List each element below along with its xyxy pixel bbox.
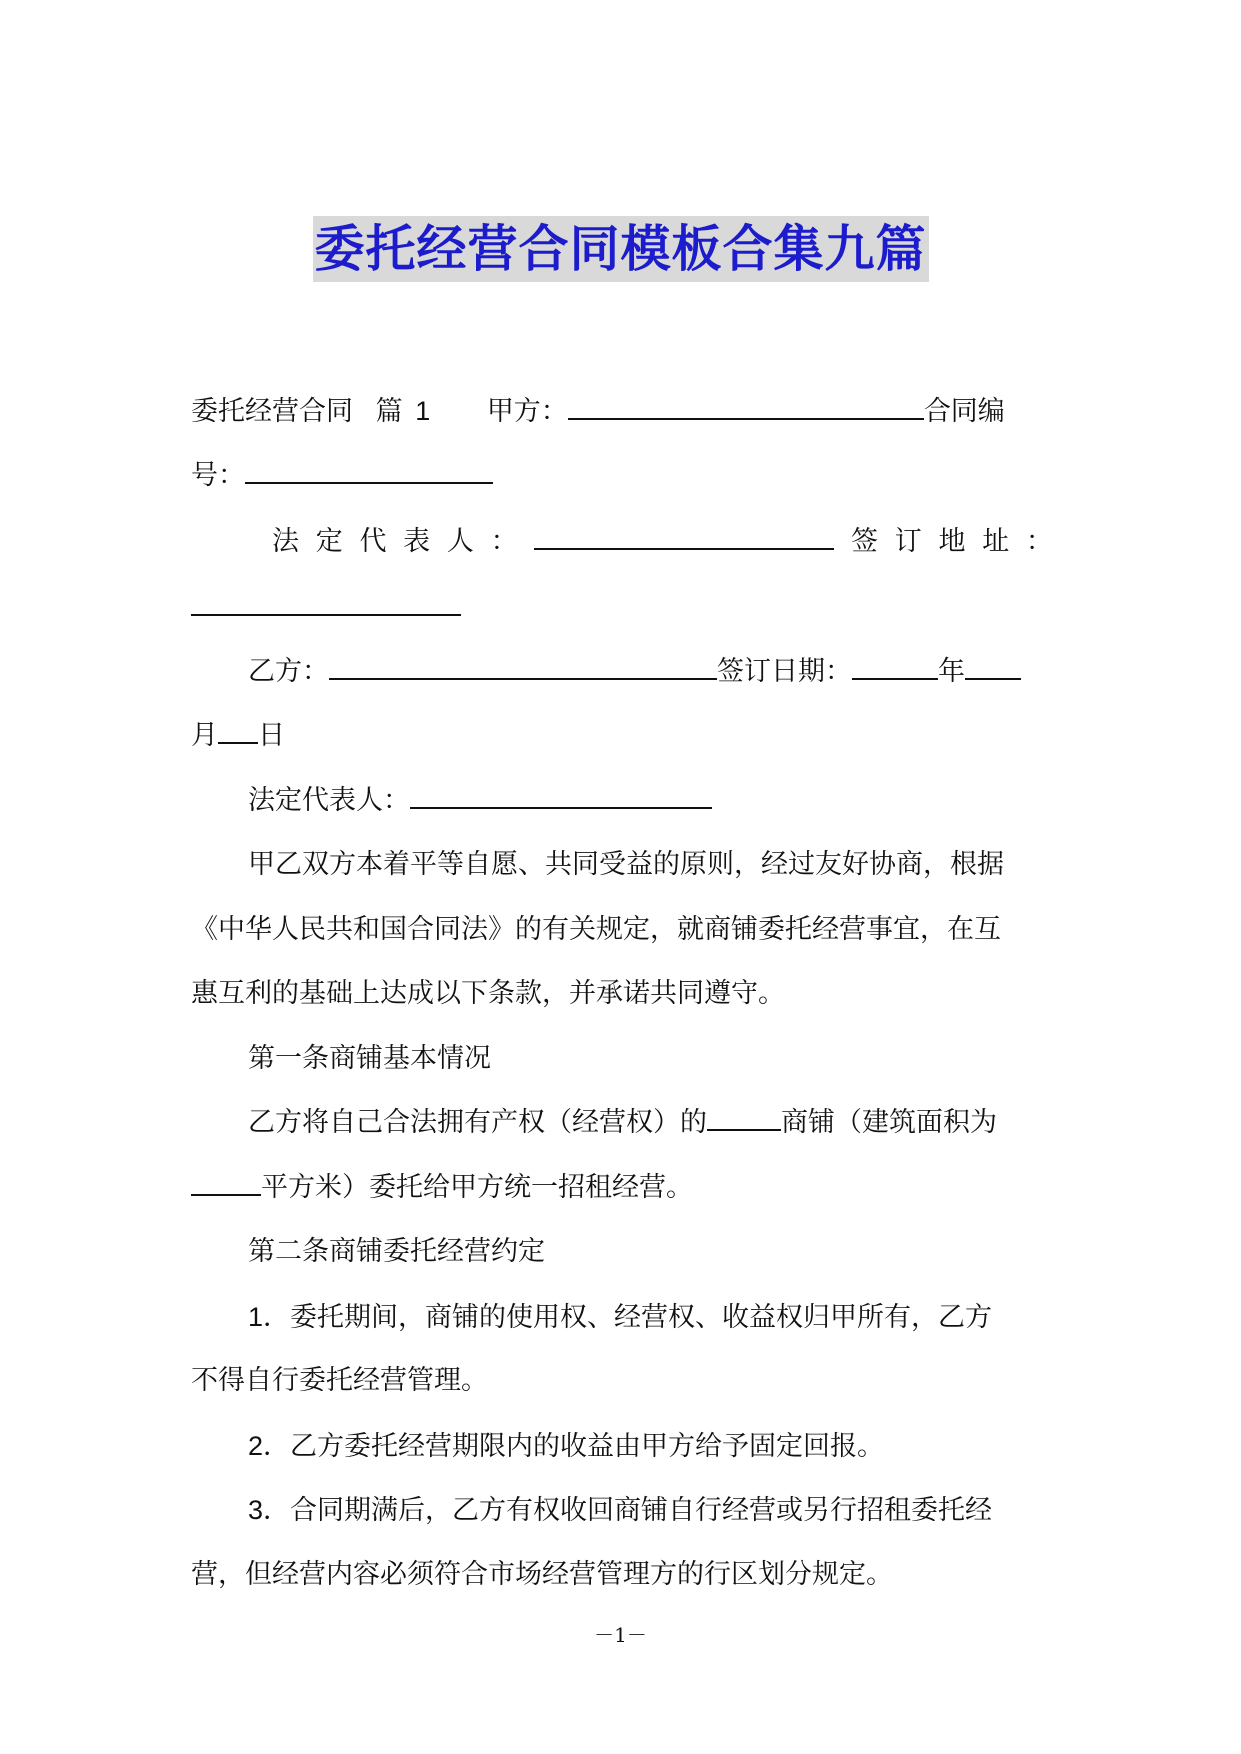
month-blank[interactable] [965, 652, 1021, 680]
clause-1 [248, 1297, 1053, 1338]
article-1-text [248, 1103, 1053, 1143]
clause-3-cont: 营，但经营内容必须符合市场经营管理方的行区划分规定。 [191, 1559, 893, 1590]
header-line-3 [272, 522, 1053, 562]
header-line-2 [191, 456, 1053, 496]
clause-text: 乙方委托经营期限内的收益由甲方给予固定回报。 [290, 1431, 885, 1462]
clause-1-cont: 不得自行委托经营管理。 [191, 1365, 488, 1396]
legal-rep-b-label: 法定代表人： [248, 785, 410, 816]
article-1-heading: 第一条商铺基本情况 [248, 1043, 491, 1074]
page-number: －1－ [594, 1623, 647, 1647]
document-title: 委托经营合同模板合集九篇 [313, 216, 929, 282]
article-2-heading: 第二条商铺委托经营约定 [248, 1236, 545, 1267]
header-line-5 [248, 652, 1053, 692]
header-line-4 [191, 588, 1053, 628]
legal-rep-char: 法 [272, 526, 299, 557]
sign-place-char: 签 [851, 526, 879, 557]
article-1-text-part: 平方米）委托给甲方统一招租经营。 [261, 1172, 693, 1203]
clause-number: 3． [248, 1495, 291, 1525]
article-1-text-part: 商铺（建筑面积为 [781, 1107, 997, 1138]
legal-rep-b-blank[interactable] [410, 781, 712, 809]
year-label: 年 [938, 656, 965, 687]
day-blank[interactable] [218, 716, 258, 744]
clause-text: 合同期满后，乙方有权收回商铺自行经营或另行招租委托经 [290, 1495, 993, 1526]
sign-place-char: 址 [982, 526, 1010, 557]
sign-place-char: 地 [938, 526, 966, 557]
shop-blank[interactable] [707, 1103, 781, 1131]
header-line-7 [248, 781, 1053, 821]
contract-no-blank[interactable] [245, 456, 493, 484]
article-1-text-part: 乙方将自己合法拥有产权（经营权）的 [248, 1107, 707, 1138]
section-number: 1 [415, 396, 431, 426]
party-a-blank[interactable] [568, 392, 924, 420]
day-label: 日 [258, 720, 285, 751]
legal-rep-a-blank[interactable] [534, 522, 834, 550]
preamble-line: 《中华人民共和国合同法》的有关规定，就商铺委托经营事宜，在互 [191, 914, 1001, 945]
contract-no-label-part2: 号： [191, 460, 245, 491]
preamble-line: 甲乙双方本着平等自愿、共同受益的原则，经过友好协商，根据 [248, 849, 1004, 880]
sign-place-blank[interactable] [191, 588, 461, 616]
clause-3 [248, 1490, 1053, 1531]
legal-rep-char: 人 [446, 526, 474, 557]
clause-number: 2． [248, 1431, 291, 1461]
clause-number: 1． [248, 1302, 291, 1332]
article-1-text [191, 1168, 1053, 1208]
clause-text: 委托期间，商铺的使用权、经营权、收益权归甲所有，乙方 [290, 1302, 993, 1333]
title-area [0, 216, 1241, 282]
contract-name: 委托经营合同 [191, 396, 353, 427]
month-label: 月 [191, 720, 218, 751]
area-blank[interactable] [191, 1168, 261, 1196]
party-b-label: 乙方： [248, 656, 329, 687]
preamble-line: 惠互利的基础上达成以下条款，并承诺共同遵守。 [191, 978, 785, 1009]
year-blank[interactable] [852, 652, 938, 680]
sign-place-char: 订 [894, 526, 922, 557]
clause-2 [248, 1426, 1053, 1467]
party-a-label: 甲方： [486, 396, 568, 427]
contract-no-label-part1: 合同编 [923, 396, 1005, 427]
party-b-blank[interactable] [329, 652, 717, 680]
sign-date-label: 签订日期： [717, 656, 852, 687]
legal-rep-char: 表 [403, 526, 431, 557]
legal-rep-char: 代 [359, 526, 387, 557]
sign-place-char: ： [1025, 526, 1053, 557]
legal-rep-char: 定 [315, 526, 343, 557]
header-line-1 [191, 391, 1053, 432]
section-label: 篇 [375, 396, 403, 427]
header-line-6 [191, 716, 1053, 756]
legal-rep-char: ： [490, 526, 518, 557]
